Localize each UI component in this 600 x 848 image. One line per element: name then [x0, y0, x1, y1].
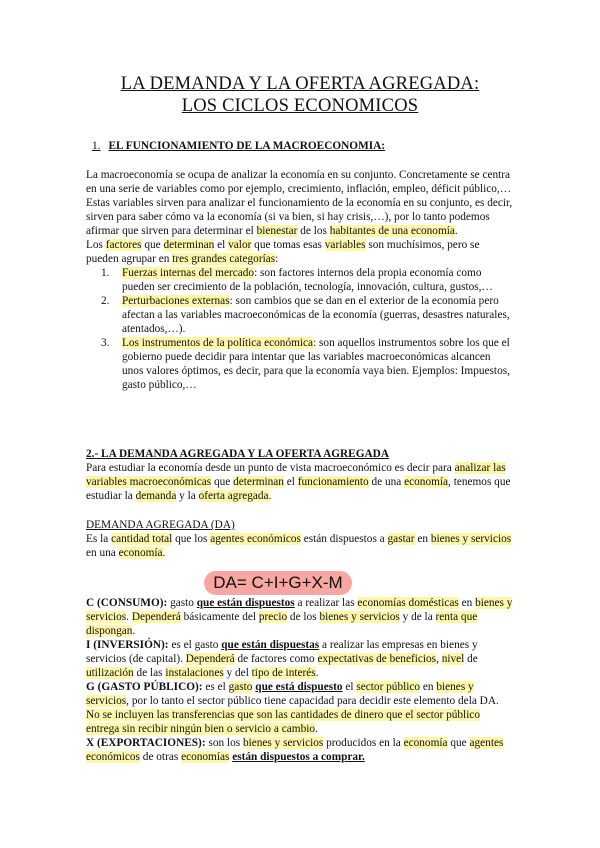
section2-body: [86, 447, 514, 503]
demanda-paragraph: Es la cantidad total que los agentes económicos están dispuestos a gastar en bienes y servicios en una economía.: [86, 533, 512, 559]
demanda-components: [86, 596, 514, 764]
section1-heading: [92, 140, 385, 152]
section1-heading-text: EL FUNCIONAMIENTO DE LA MACROECONOMIA:: [108, 140, 386, 152]
section1-paragraph-1: La macroeconomía se ocupa de analizar la economía en su conjunto. Concretamente se centra en una serie de variables como por ejemplo, crecimiento, inflación, empleo, déficit público,…: [86, 169, 512, 195]
section1-paragraph-3: Los factores que determinan el valor que tomas esas variables son muchísimos, pero se pueden agrupar en tres grandes categorías:: [86, 239, 480, 265]
document-title-line1: LA DEMANDA Y LA OFERTA AGREGADA:: [120, 74, 480, 94]
inversion-paragraph: I (INVERSIÓN): es el gasto que están dispuestas a realizar las empresas en bienes y servicios (de capital). Dependerá de factores como expectativas de beneficios, nivel de utilización de las instalaciones y del tipo de interés.: [86, 639, 478, 679]
document-title-line2: LOS CICLOS ECONOMICOS: [181, 96, 419, 116]
factors-list: [86, 266, 514, 392]
section1-paragraph-2: Estas variables sirven para analizar el funcionamiento de la economía en su conjunto, es decir, sirven para saber cómo va la economía (si va bien, si hay crisis,…), por lo tanto podemos afirmar que sirven para determinar el bienestar de los habitantes de una economía.: [86, 197, 513, 237]
section1-number: 1.: [92, 140, 101, 152]
section2-heading: 2.- LA DEMANDA AGREGADA Y LA OFERTA AGREGADA: [86, 448, 389, 460]
section2-paragraph: Para estudiar la economía desde un punto de vista macroeconómico es decir para analizar las variables macroeconómicas que determinan el funcionamiento de una economía, tenemos que estudiar la demanda y la oferta agregada.: [86, 462, 511, 502]
demanda-heading: DEMANDA AGREGADA (DA): [86, 519, 235, 531]
consumo-paragraph: C (CONSUMO): gasto que están dispuestos a realizar las economías domésticas en bienes y servicios. Dependerá básicamente del precio de los bienes y servicios y de la renta que dispongan.: [86, 597, 513, 637]
list-item: 3. Los instrumentos de la política económica: son aquellos instrumentos sobre los que el gobierno puede decidir para intentar que las variables macroeconómicas alcancen unos valores óptimos, es decir, para que la economía vaya bien. Ejemplos: Impuestos, gasto público,…: [101, 337, 510, 391]
exportaciones-paragraph: X (EXPORTACIONES): son los bienes y servicios producidos en la economía que agentes económicos de otras economías están dispuestos a comprar.: [86, 737, 504, 763]
list-item: 1. Fuerzas internas del mercado: son factores internos dela propia economía como pueden ser crecimiento de la población, tecnología, innovación, cultura, gustos,…: [101, 267, 493, 293]
demanda-definition: [86, 518, 514, 560]
list-item: 2. Perturbaciones externas: son cambios que se dan en el exterior de la economía pero afectan a las variables macroeconómicas de la economía (guerras, desastres naturales, atentados,…).: [101, 295, 510, 335]
section1-body: [86, 168, 514, 392]
da-formula: DA= C+I+G+X-M: [204, 571, 352, 595]
gasto-publico-paragraph: G (GASTO PÚBLICO): es el gasto que está dispuesto el sector público en bienes y servicios, por lo tanto el sector público tiene capacidad para decidir este elemento dela DA. No se incluyen las transferencias que son las cantidades de dinero que el sector público entrega sin recibir ningún bien o servicio a cambio.: [86, 681, 499, 735]
